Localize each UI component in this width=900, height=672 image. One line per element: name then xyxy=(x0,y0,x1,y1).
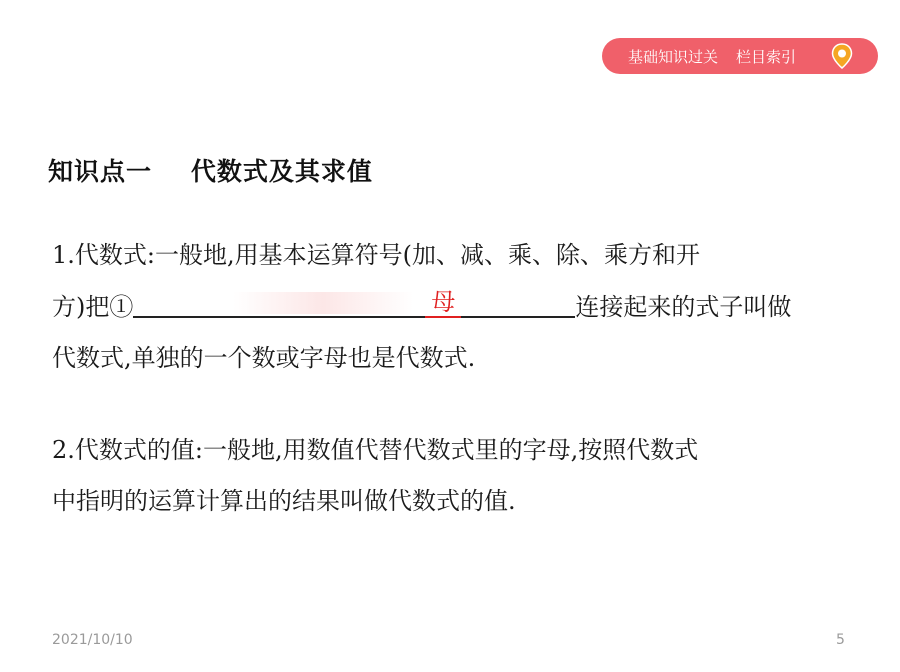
fill-in-blank xyxy=(133,288,575,322)
blank-underline xyxy=(133,316,575,318)
section-label: 基础知识过关 xyxy=(628,47,719,66)
item1-line2-suffix: 连接起来的式子叫做 xyxy=(575,293,792,321)
index-label: 栏目索引 xyxy=(736,47,797,66)
item1-line3: 代数式,单独的一个数或字母也是代数式. xyxy=(52,344,476,372)
item1-line1: 1.代数式:一般地,用基本运算符号(加、减、乘、除、乘方和开 xyxy=(52,241,700,269)
footer-date: 2021/10/10 xyxy=(52,632,133,648)
item2-line1: 2.代数式的值:一般地,用数值代替代数式里的字母,按照代数式 xyxy=(52,436,699,464)
blank-faded-answer xyxy=(233,292,413,314)
item2-line2: 中指明的运算计算出的结果叫做代数式的值. xyxy=(52,487,516,515)
page-number: 5 xyxy=(836,632,845,648)
location-pin-icon xyxy=(830,43,854,69)
section-index-button[interactable] xyxy=(602,38,878,74)
blank-answer: 母 xyxy=(425,288,461,318)
item1-line2 xyxy=(52,288,792,322)
section-heading: 知识点一 代数式及其求值 xyxy=(48,157,373,186)
item1-line2-prefix: 方)把① xyxy=(52,293,134,321)
